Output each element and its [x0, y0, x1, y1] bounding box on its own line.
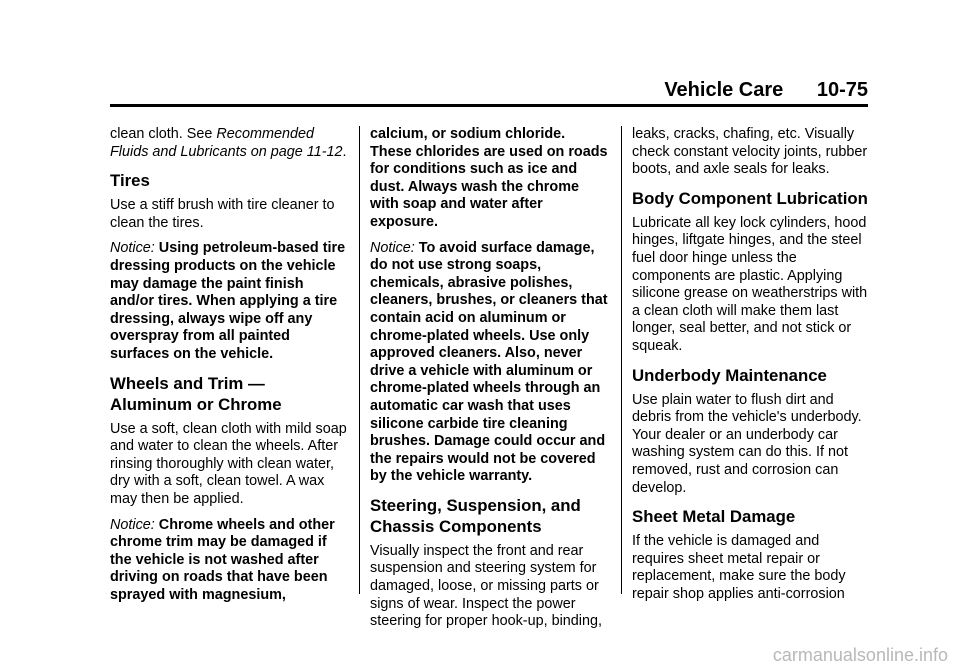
notice-label: Notice:: [110, 516, 155, 533]
column-1: [110, 126, 350, 612]
section-title: Vehicle Care: [664, 79, 784, 101]
heading-body-lubrication: Body Component Lubrication: [632, 188, 868, 208]
notice-label: Notice:: [110, 240, 155, 257]
wheels-paragraph: Use a soft, clean cloth with mild soap and water to clean the wheels. After rinsing thoroughly with clean water, dry with a soft, clean towel. A wax may then be applied.: [110, 420, 347, 507]
surface-damage-notice: [370, 240, 610, 486]
intro-text: clean cloth. See: [110, 126, 217, 142]
steering-paragraph: Visually inspect the front and rear suspension and steering system for damaged, loose, or missing parts or signs of wear. Inspect the power steering for proper hook-up, binding,: [370, 542, 602, 630]
watermark: carmanualsonline.info: [772, 645, 948, 665]
tires-notice-text: Using petroleum-based tire dressing products on the vehicle may damage the paint finish and/or tires. When applying a tire dressing, always wipe off any overspray from all painted surfaces on the vehicle.: [110, 240, 346, 362]
sheet-metal-paragraph: If the vehicle is damaged and requires sheet metal repair or replacement, make sure the body repair shop applies anti-corrosion: [632, 533, 846, 602]
column-2: [370, 126, 610, 639]
chlorides-continuation: calcium, or sodium chloride. These chlorides are used on roads for conditions such as ice and dust. Always wash the chrome with soap and water after exposure.: [370, 126, 608, 230]
body-lubrication-paragraph: Lubricate all key lock cylinders, hood hinges, liftgate hinges, and the steel fuel door hinge unless the components are plastic. Applying silicone grease on weatherstrips with a clean cloth will make them last longer, seal better, and not stick or squeak.: [632, 214, 868, 354]
wheels-notice: [110, 517, 350, 605]
steering-continuation: leaks, cracks, chafing, etc. Visually check constant velocity joints, rubber boots, and axle seals for leaks.: [632, 126, 868, 178]
fluids-reference-link[interactable]: Recommended Fluids and Lubricants on page 11-12: [110, 126, 343, 160]
heading-wheels-trim: Wheels and Trim — Aluminum or Chrome: [110, 373, 282, 414]
page-number: 10-75: [816, 79, 868, 101]
column-divider-1: [359, 126, 360, 594]
heading-tires: Tires: [110, 171, 150, 191]
tires-paragraph: Use a stiff brush with tire cleaner to clean the tires.: [110, 197, 335, 231]
intro-paragraph: [110, 126, 350, 161]
surface-damage-notice-text: To avoid surface damage, do not use strong soaps, chemicals, abrasive polishes, cleaners, brushes, or cleaners that contain acid on aluminum or chrome-plated wheels. Use only approved cleaners. Also, never drive a vehicle with aluminum or chrome-plated wheels through an automatic car wash that uses silicone carbide tire cleaning brushes. Damage could occur and the repairs would not be covered by the vehicle warranty.: [370, 239, 608, 485]
page-header: [0, 78, 868, 102]
wheels-notice-text: Chrome wheels and other chrome trim may be damaged if the vehicle is not washed after driving on roads that have been sprayed with magnesium,: [110, 516, 335, 603]
column-divider-2: [621, 126, 622, 594]
notice-label: Notice:: [370, 239, 415, 256]
underbody-paragraph: Use plain water to flush dirt and debris from the vehicle's underbody. Your dealer or an underbody car washing system can do this. If not removed, rust and corrosion can develop.: [632, 391, 862, 496]
heading-steering-suspension: Steering, Suspension, and Chassis Components: [370, 495, 581, 536]
heading-sheet-metal: Sheet Metal Damage: [632, 507, 796, 527]
tires-notice: [110, 240, 350, 363]
heading-underbody: Underbody Maintenance: [632, 365, 827, 385]
column-3: [632, 126, 872, 611]
intro-end: .: [342, 143, 347, 160]
header-rule: [110, 104, 868, 107]
